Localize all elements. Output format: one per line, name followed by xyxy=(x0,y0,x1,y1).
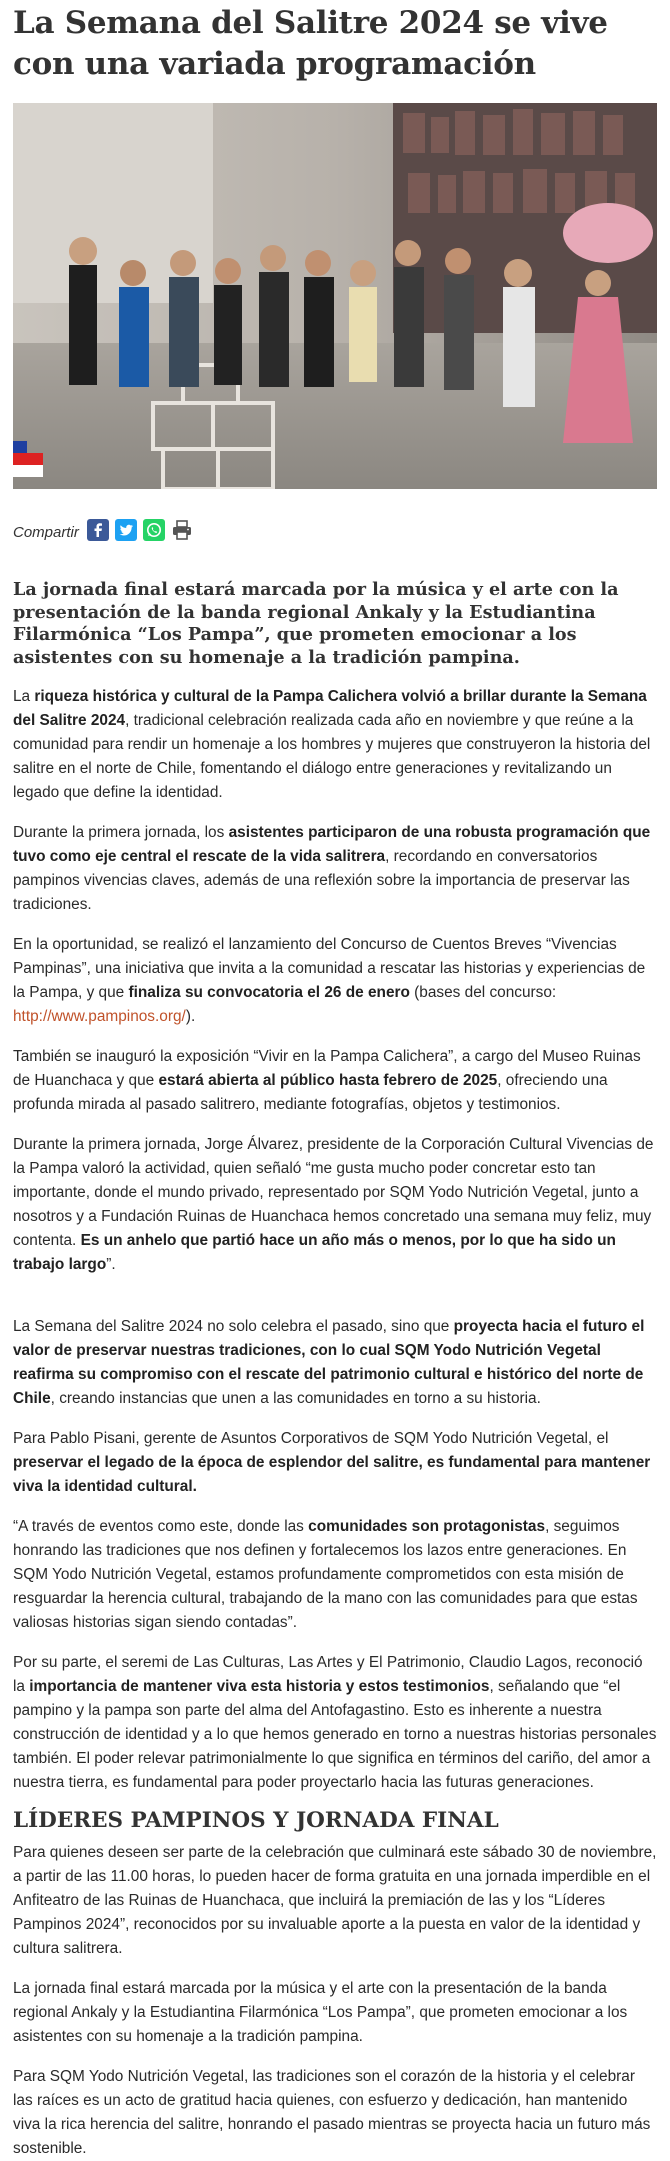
paragraph: Durante la primera jornada, Jorge Álvarez, presidente de la Corporación Cultural Vivencias de la Pampa valoró la actividad, quien señaló “me gusta mucho poder concretar esto tan importante, donde el mundo privado, representado por SQM Yodo Nutrición Vegetal, junto a nosotros y a Fundación Ruinas de Huanchaca hemos concretado una semana muy feliz, muy contenta. Es un anhelo que partió hace un año más o menos, por lo que ha sido un trabajo largo”. xyxy=(13,1136,654,1273)
share-label: Compartir xyxy=(13,523,79,541)
article-title: La Semana del Salitre 2024 se vive con una variada programación xyxy=(13,5,608,82)
facebook-icon[interactable] xyxy=(87,519,109,541)
paragraph: Durante la primera jornada, los asistentes participaron de una robusta programación que tuvo como eje central el rescate de la vida salitrera, recordando en conversatorios pampinos vivencias claves, además de una reflexión sobre la importancia de preservar las tradiciones. xyxy=(13,824,651,913)
contest-link[interactable]: http://www.pampinos.org/ xyxy=(13,1008,186,1025)
share-bar xyxy=(13,517,657,543)
paragraph: “A través de eventos como este, donde las comunidades son protagonistas, seguimos honrando las tradiciones que nos definen y fortalecemos los lazos entre generaciones. En SQM Yodo Nutrición Vegetal, estamos profundamente comprometidos con esta misión de resguardar la herencia cultural, trabajando de la mano con las comunidades para que estas valiosas historias sigan siendo contadas”. xyxy=(13,1518,638,1631)
article-lead: La jornada final estará marcada por la música y el arte con la presentación de la banda regional Ankaly y la Estudiantina Filarmónica “Los Pampa”, que prometen emocionar a los asistentes con su homenaje a la tradición pampina. xyxy=(13,579,619,668)
article-photo xyxy=(13,103,657,489)
paragraph: La Semana del Salitre 2024 no solo celebra el pasado, sino que proyecta hacia el futuro el valor de preservar nuestras tradiciones, con lo cual SQM Yodo Nutrición Vegetal reafirma su compromiso con el rescate del patrimonio cultural e histórico del norte de Chile, creando instancias que unen a las comunidades en torno a su historia. xyxy=(13,1318,645,1407)
whatsapp-icon[interactable] xyxy=(143,519,165,541)
paragraph: Por su parte, el seremi de Las Culturas, Las Artes y El Patrimonio, Claudio Lagos, reconoció la importancia de mantener viva esta historia y estos testimonios, señalando que “el pampino y la pampa son parte del alma del Antofagastino. Esto es inherente a nuestra construcción de identidad y a lo que hemos generado en torno a nuestras historias personales también. El poder relevar patrimonialmente lo que significa en términos del cariño, del amor a nuestra tierra, es fundamental para poder proyectarlo hacia las futuras generaciones. xyxy=(13,1654,657,1791)
article-body xyxy=(13,685,657,2161)
paragraph: También se inauguró la exposición “Vivir en la Pampa Calichera”, a cargo del Museo Ruinas de Huanchaca y que estará abierta al público hasta febrero de 2025, ofreciendo una profunda mirada al pasado salitrero, mediante fotografías, objetos y testimonios. xyxy=(13,1048,641,1113)
print-icon[interactable] xyxy=(171,519,193,541)
section-heading: LÍDERES PAMPINOS Y JORNADA FINAL xyxy=(13,1808,499,1833)
paragraph: La jornada final estará marcada por la música y el arte con la presentación de la banda regional Ankaly y la Estudiantina Filarmónica “Los Pampa”, que prometen emocionar a los asistentes con su homenaje a la tradición pampina. xyxy=(13,1980,628,2045)
twitter-icon[interactable] xyxy=(115,519,137,541)
paragraph: Para SQM Yodo Nutrición Vegetal, las tradiciones son el corazón de la historia y el celebrar las raíces es un acto de gratitud hacia quienes, con esfuerzo y dedicación, han mantenido viva la rica herencia del salitre, honrando el pasado mientras se proyecta hacia un futuro más sostenible. xyxy=(13,2068,651,2157)
paragraph: En la oportunidad, se realizó el lanzamiento del Concurso de Cuentos Breves “Vivencias Pampinas”, una iniciativa que invita a la comunidad a rescatar las historias y experiencias de la Pampa, y que finaliza su convocatoria el 26 de enero (bases del concurso: http://www.pampinos.org/). xyxy=(13,936,646,1025)
paragraph: Para quienes deseen ser parte de la celebración que culminará este sábado 30 de noviembre, a partir de las 11.00 horas, lo pueden hacer de forma gratuita en una jornada imperdible en el Anfiteatro de las Ruinas de Huanchaca, que incluirá la premiación de las y los “Líderes Pampinos 2024”, reconocidos por su invaluable aporte a la puesta en valor de la identidad y cultura salitrera. xyxy=(13,1844,657,1957)
paragraph: Para Pablo Pisani, gerente de Asuntos Corporativos de SQM Yodo Nutrición Vegetal, el preservar el legado de la época de esplendor del salitre, es fundamental para mantener viva la identidad cultural. xyxy=(13,1430,651,1495)
paragraph: La riqueza histórica y cultural de la Pampa Calichera volvió a brillar durante la Semana del Salitre 2024, tradicional celebración realizada cada año en noviembre y que reúne a la comunidad para rendir un homenaje a los hombres y mujeres que construyeron la historia del salitre en el norte de Chile, fomentando el diálogo entre generaciones y revitalizando un legado que define la identidad. xyxy=(13,688,651,801)
